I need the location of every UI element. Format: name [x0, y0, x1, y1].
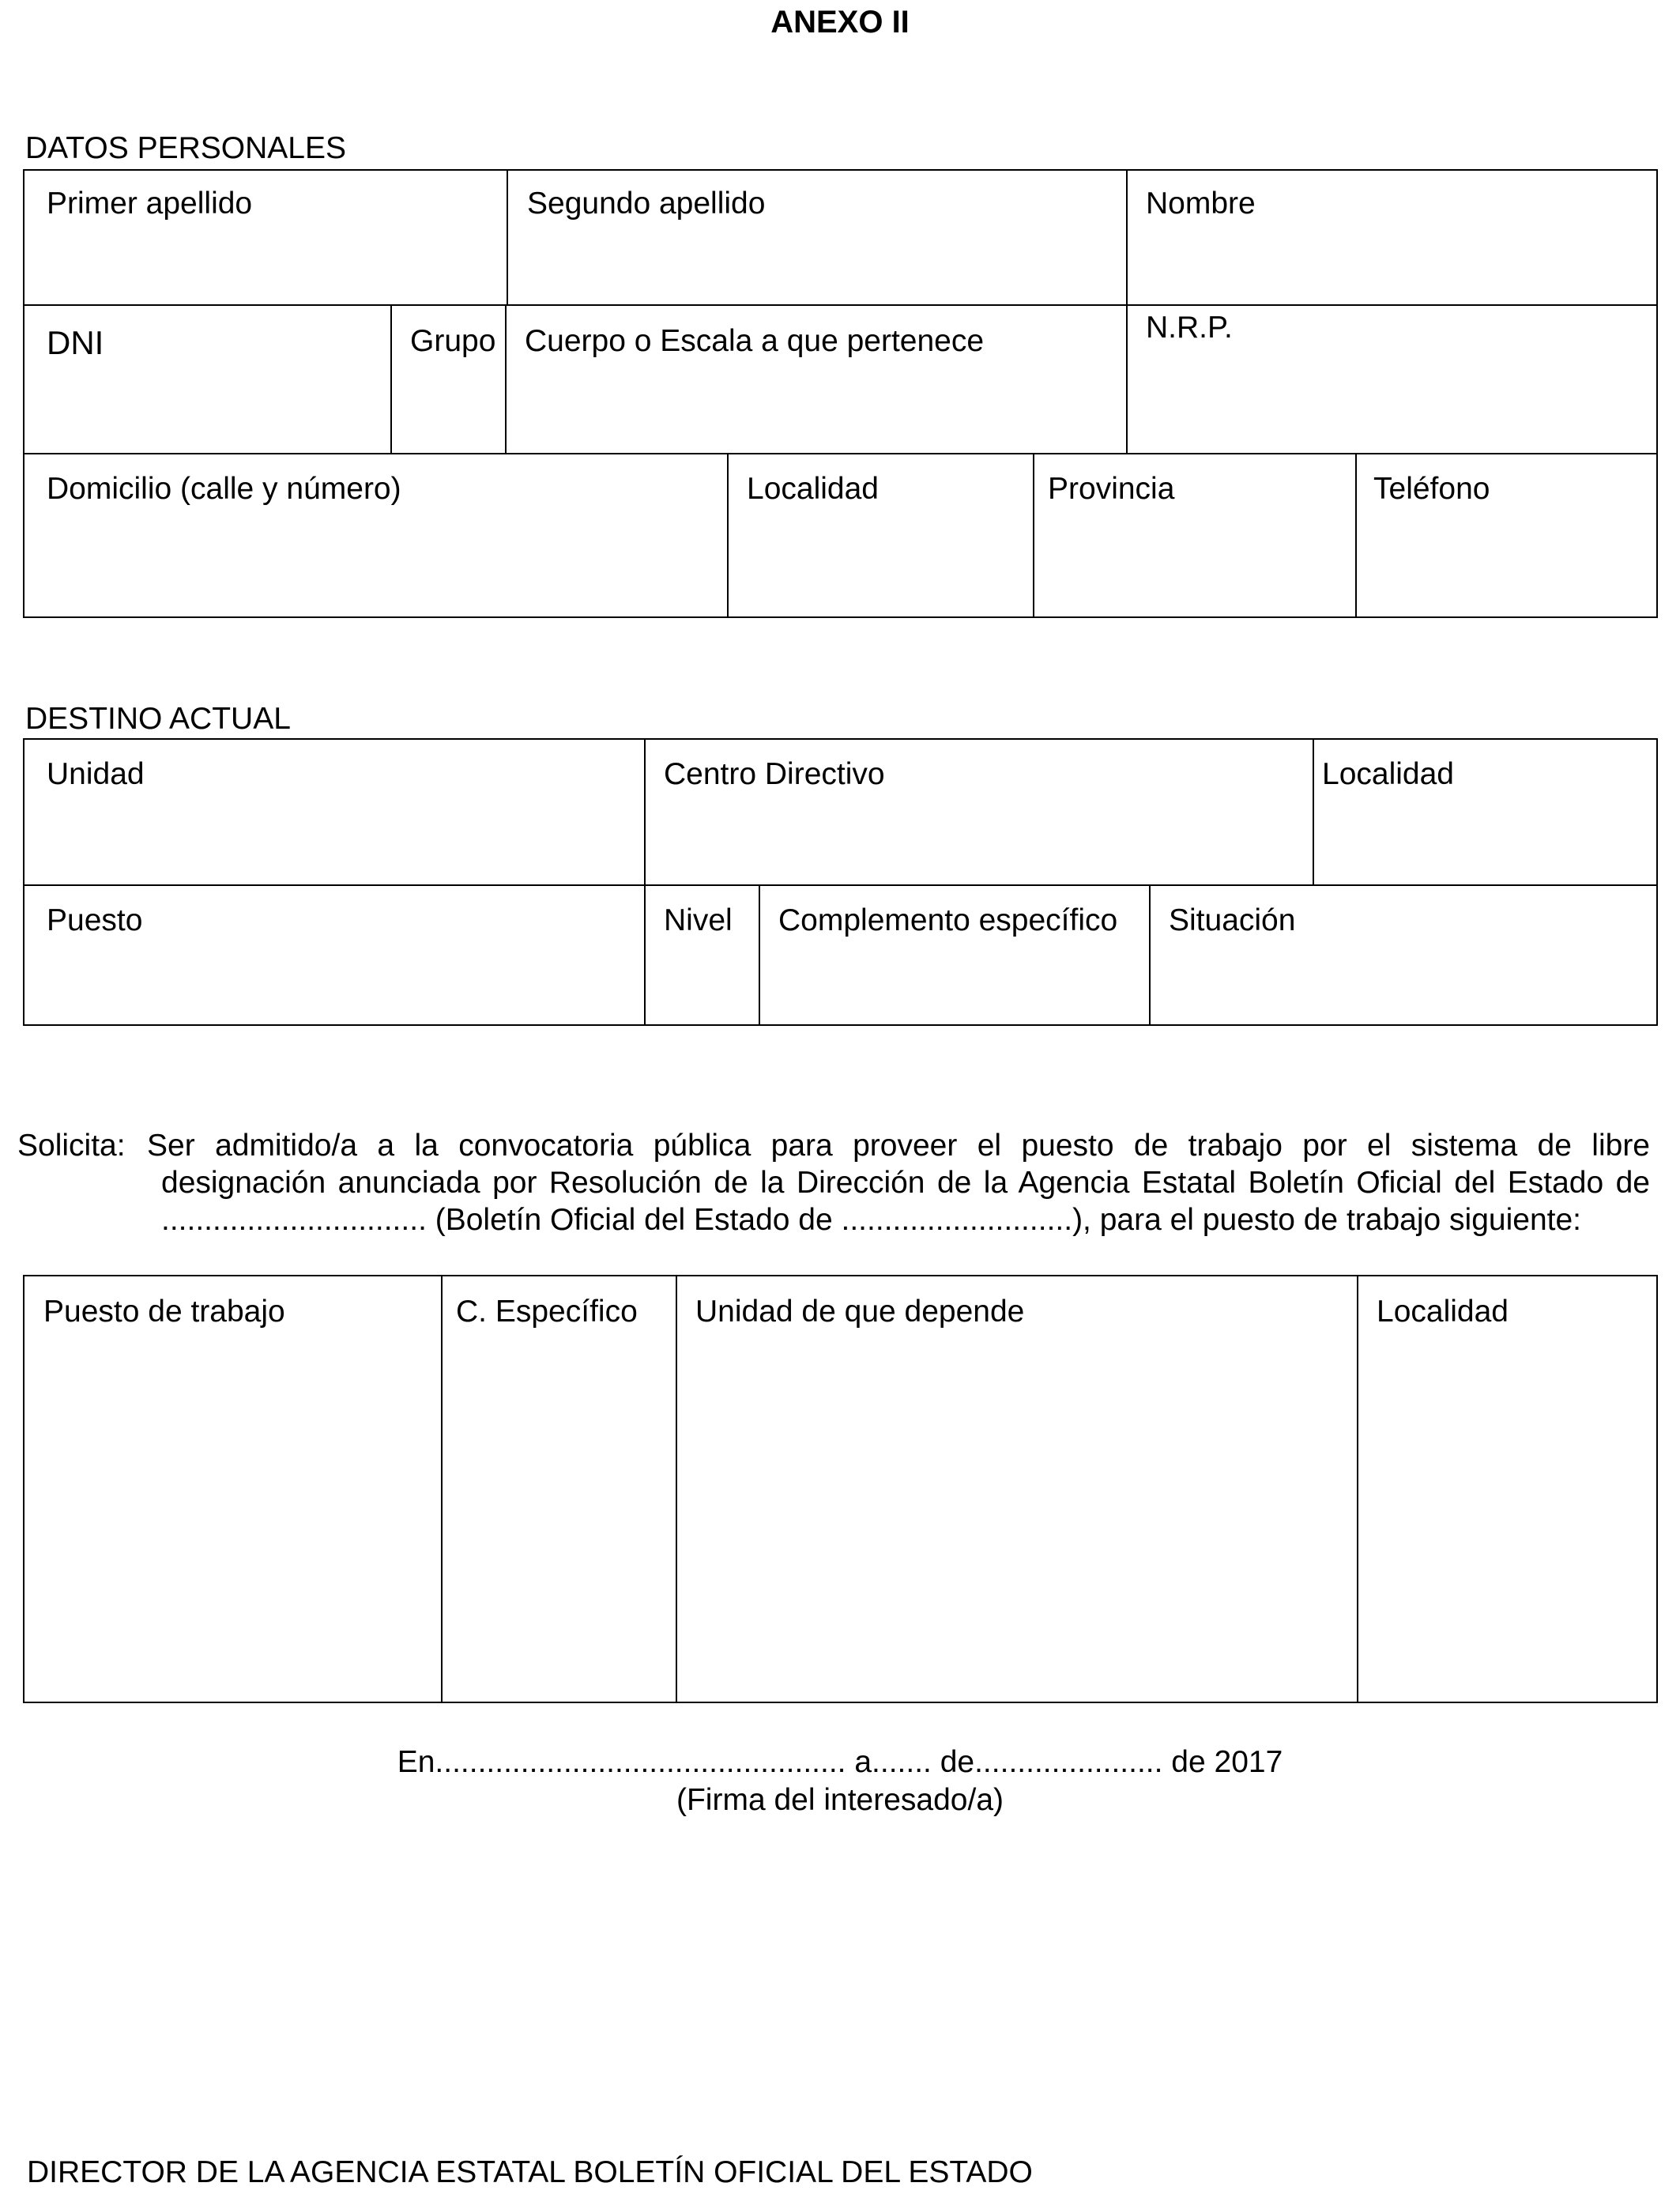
- field-situacion[interactable]: Situación: [1169, 903, 1296, 937]
- field-localidad-destino[interactable]: Localidad: [1322, 757, 1454, 791]
- column-divider: [1313, 738, 1314, 886]
- column-divider: [1357, 1275, 1358, 1703]
- row-divider: [23, 304, 1658, 306]
- col-unidad-de-que-depende[interactable]: Unidad de que depende: [695, 1295, 1025, 1329]
- field-provincia[interactable]: Provincia: [1048, 472, 1175, 506]
- field-unidad[interactable]: Unidad: [47, 757, 145, 791]
- field-centro-directivo[interactable]: Centro Directivo: [664, 757, 885, 791]
- col-puesto-de-trabajo[interactable]: Puesto de trabajo: [43, 1295, 285, 1329]
- column-divider: [507, 169, 508, 306]
- col-c-especifico[interactable]: C. Específico: [456, 1295, 638, 1329]
- col-localidad[interactable]: Localidad: [1377, 1295, 1509, 1329]
- solicita-line-3: ............................... (Boletín Oficial del Estado de ...........................), para el puesto de trabajo siguiente:: [161, 1203, 1581, 1237]
- puesto-table-frame: [23, 1275, 1658, 1703]
- field-complemento-especifico[interactable]: Complemento específico: [778, 903, 1118, 937]
- column-divider: [727, 453, 729, 618]
- solicita-line-1: Ser admitido/a a la convocatoria pública para proveer el puesto de trabajo por el sistema de libre: [147, 1129, 1650, 1163]
- column-divider: [1033, 453, 1034, 618]
- column-divider: [390, 304, 392, 454]
- column-divider: [441, 1275, 443, 1703]
- destino-actual-heading: DESTINO ACTUAL: [25, 702, 291, 736]
- field-telefono[interactable]: Teléfono: [1373, 472, 1490, 506]
- addressee-footer: DIRECTOR DE LA AGENCIA ESTATAL BOLETÍN OFICIAL DEL ESTADO: [27, 2155, 1033, 2189]
- row-divider: [23, 453, 1658, 454]
- field-dni[interactable]: DNI: [47, 324, 104, 361]
- field-primer-apellido[interactable]: Primer apellido: [47, 187, 253, 221]
- column-divider: [676, 1275, 677, 1703]
- field-nombre[interactable]: Nombre: [1146, 187, 1256, 221]
- signature-caption: (Firma del interesado/a): [676, 1783, 1004, 1817]
- column-divider: [1355, 453, 1357, 618]
- solicita-label: Solicita:: [17, 1129, 126, 1163]
- column-divider: [505, 304, 507, 454]
- column-divider: [1126, 169, 1128, 454]
- column-divider: [644, 738, 646, 1026]
- column-divider: [1149, 884, 1151, 1026]
- row-divider: [23, 884, 1658, 886]
- field-puesto[interactable]: Puesto: [47, 903, 143, 937]
- datos-personales-frame: [23, 169, 1658, 618]
- solicita-line-2: designación anunciada por Resolución de la Dirección de la Agencia Estatal Boletín Oficial del Estado de: [161, 1166, 1650, 1200]
- page-title: ANEXO II: [770, 5, 910, 40]
- field-cuerpo-escala[interactable]: Cuerpo o Escala a que pertenece: [525, 324, 985, 358]
- field-segundo-apellido[interactable]: Segundo apellido: [527, 187, 766, 221]
- date-line: En................................................ a....... de...................... de 2017: [397, 1745, 1283, 1779]
- column-divider: [759, 884, 760, 1026]
- field-grupo[interactable]: Grupo: [410, 324, 496, 358]
- datos-personales-heading: DATOS PERSONALES: [25, 131, 347, 165]
- field-nrp[interactable]: N.R.P.: [1146, 311, 1233, 345]
- field-localidad[interactable]: Localidad: [747, 472, 879, 506]
- field-nivel[interactable]: Nivel: [664, 903, 733, 937]
- field-domicilio[interactable]: Domicilio (calle y número): [47, 472, 401, 506]
